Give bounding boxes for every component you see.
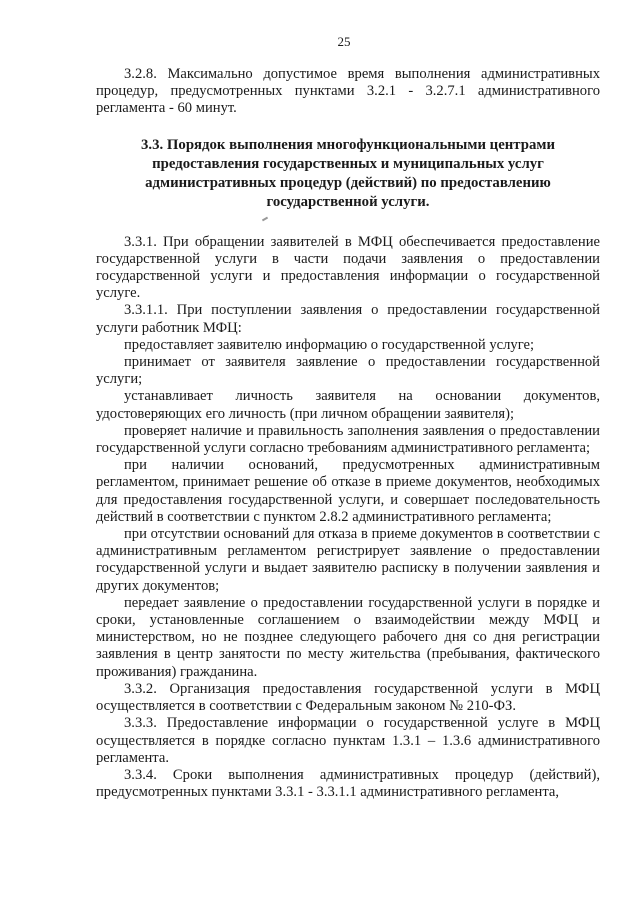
paragraph-3-2-8: 3.2.8. Максимально допустимое время выполнения административных процедур, предусмотренных пунктами 3.2.1 - 3.2.7.1 административного регламента - 60 минут. xyxy=(96,66,600,117)
section-heading-3-3: 3.3. Порядок выполнения многофункциональными центрами предоставления государственных и муниципальных услуг административных процедур (действий) по предоставлению государственной услуги. xyxy=(141,136,555,210)
page-number: 25 xyxy=(337,34,351,49)
list-item-refusal: при наличии оснований, предусмотренных административным регламентом, принимает решение об отказе в приеме документов, необходимых для предоставления государственной услуги, и совершает последовательность действий в соответствии с пунктом 2.8.2 административного регламента; xyxy=(96,457,600,525)
paragraph-3-3-4: 3.3.4. Сроки выполнения административных процедур (действий), предусмотренных пунктами 3.3.1 - 3.3.1.1 административного регламента, xyxy=(96,766,600,801)
paragraph-3-3-3: 3.3.3. Предоставление информации о государственной услуге в МФЦ осуществляется в порядке согласно пунктам 1.3.1 – 1.3.6 административного регламента. xyxy=(96,715,600,766)
list-item-check-application: проверяет наличие и правильность заполнения заявления о предоставлении государственной услуги согласно требованиям административного регламента; xyxy=(96,422,600,457)
list-item-provide-info: предоставляет заявителю информацию о государственной услуге; xyxy=(124,336,535,353)
paragraph-3-3-2: 3.3.2. Организация предоставления государственной услуги в МФЦ осуществляется в соответствии с Федеральным законом № 210-ФЗ. xyxy=(96,680,600,715)
paragraph-3-3-1-1: 3.3.1.1. При поступлении заявления о предоставлении государственной услуги работник МФЦ: xyxy=(96,302,600,336)
list-item-verify-identity: устанавливает личность заявителя на основании документов, удостоверяющих его личность (при личном обращении заявителя); xyxy=(96,388,600,422)
list-item-transfer: передает заявление о предоставлении государственной услуги в порядке и сроки, установленные соглашением о взаимодействии между МФЦ и министерством, но не позднее следующего рабочего дня со дня регистрации заявления в центр занятости по месту жительства (пребывания, фактического проживания) гражданина. xyxy=(96,594,600,680)
document-body xyxy=(96,66,600,801)
list-item-register: при отсутствии оснований для отказа в приеме документов в соответствии с административным регламентом регистрирует заявление о предоставлении государственной услуги и выдает заявителю расписку в получении заявления и других документов; xyxy=(96,526,600,594)
list-item-accept-application: принимает от заявителя заявление о предоставлении государственной услуги; xyxy=(96,354,600,388)
paragraph-3-3-1: 3.3.1. При обращении заявителей в МФЦ обеспечивается предоставление государственной услуги в части подачи заявления о предоставлении государственной услуги и предоставления информации о государственной услуге. xyxy=(96,233,600,302)
